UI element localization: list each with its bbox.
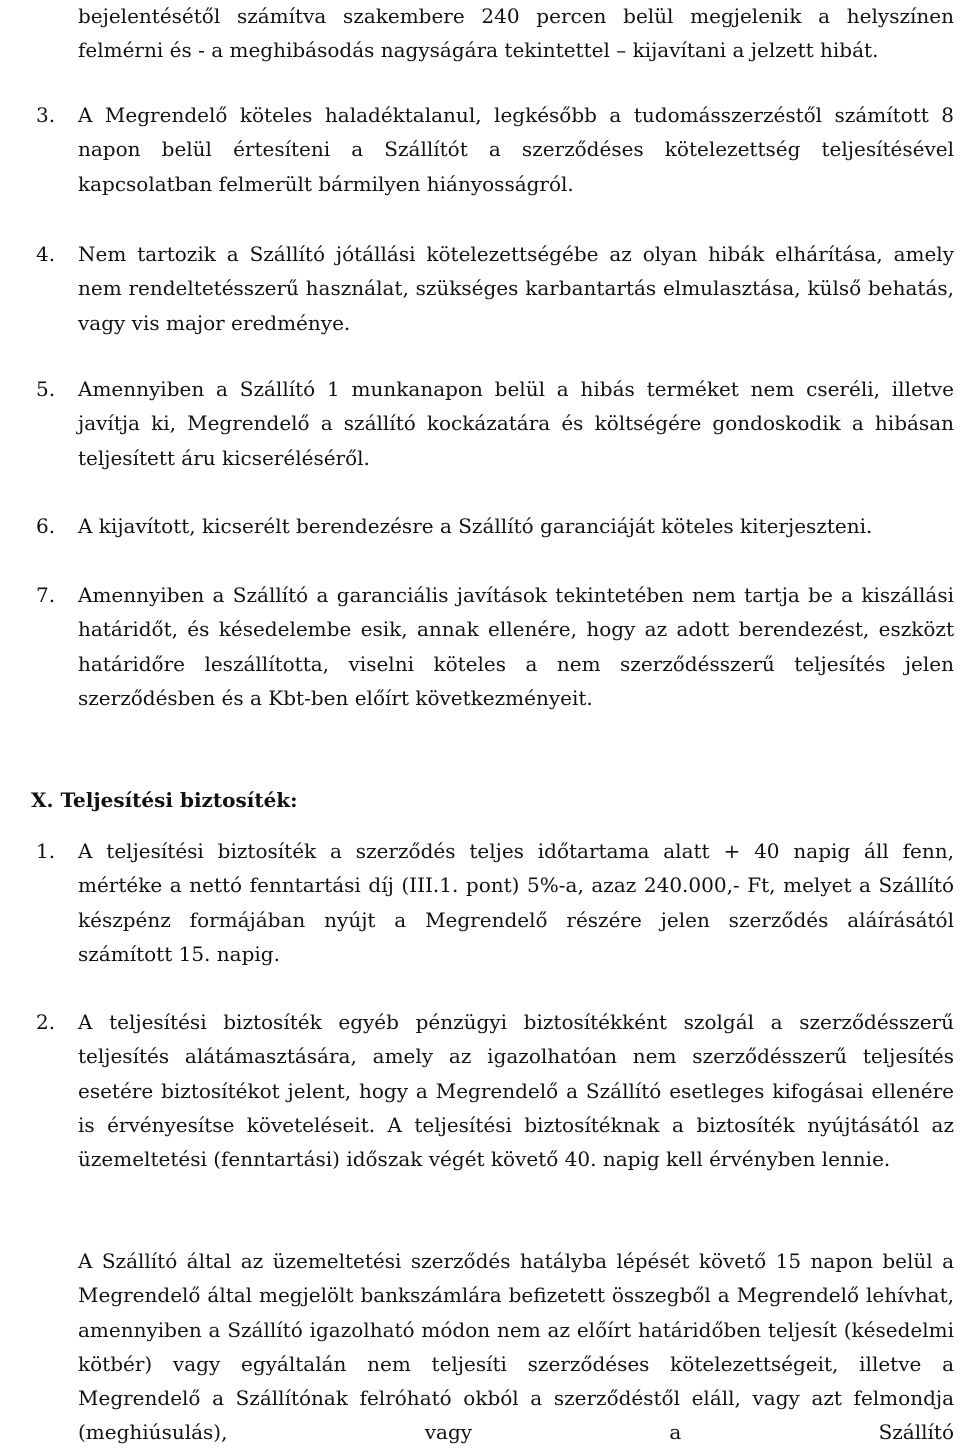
- list-item-4: [36, 237, 954, 340]
- list-item-text: A kijavított, kicserélt berendezésre a Szállító garanciáját köteles kiterjeszteni.: [78, 514, 873, 538]
- list-item-number: 6.: [36, 514, 56, 538]
- closing-paragraph: A Szállító által az üzemeltetési szerződés hatályba lépését követő 15 napon belül a Megrendelő által megjelölt bankszámlára befizetett összegből a Megrendelő lehívhat, amennyiben a Szállító igazolható módon nem az előírt határidőben teljesít (késedelmi kötbér) vagy egyáltalán nem teljesíti szerződéses kötelezettségeit, illetve a Megrendelő a Szállítónak felróható okból a szerződéstől eláll, vagy azt felmondja (meghiúsulás), vagy a Szállító: [78, 1249, 954, 1445]
- list-item-text: A teljesítési biztosíték a szerződés teljes időtartama alatt + 40 napig áll fenn, mértéke a nettó fenntartási díj (III.1. pont) 5%-a, azaz 240.000,- Ft, melyet a Szállító készpénz formájában nyújt a Megrendelő részére jelen szerződés aláírásától számított 15. napig.: [78, 839, 954, 966]
- intro-paragraph: bejelentésétől számítva szakembere 240 percen belül megjelenik a helyszínen felmérni és - a meghibásodás nagyságára tekintettel – kijavítani a jelzett hibát.: [78, 4, 954, 63]
- list-item-5: [36, 372, 954, 475]
- list-item-text: Amennyiben a Szállító 1 munkanapon belül a hibás terméket nem cseréli, illetve javítja ki, Megrendelő a szállító kockázatára és költségére gondoskodik a hibásan teljesített áru kicseréléséről.: [78, 377, 954, 470]
- list-item-3: [36, 98, 954, 201]
- list-item-text: A teljesítési biztosíték egyéb pénzügyi biztosítékként szolgál a szerződésszerű teljesítés alátámasztására, amely az igazolhatóan nem szerződésszerű teljesítés esetére biztosítékot jelent, hogy a Megrendelő a Szállító esetleges kifogásai ellenére is érvényesítse követeléseit. A teljesítési biztosítéknak a biztosíték nyújtásától az üzemeltetési (fenntartási) időszak végét követő 40. napig kell érvényben lennie.: [78, 1010, 954, 1172]
- list-item-number: 4.: [36, 242, 56, 266]
- list-item-number: 2.: [36, 1010, 56, 1034]
- section-heading: X. Teljesítési biztosíték:: [31, 788, 298, 812]
- list-item-7: [36, 578, 954, 715]
- section-item-1: [36, 834, 954, 971]
- section-item-2: [36, 1005, 954, 1176]
- list-item-number: 3.: [36, 103, 56, 127]
- list-item-text: A Megrendelő köteles haladéktalanul, legkésőbb a tudomásszerzéstől számított 8 napon belül értesíteni a Szállítót a szerződéses kötelezettség teljesítésével kapcsolatban felmerült bármilyen hiányosságról.: [78, 103, 954, 196]
- list-item-number: 7.: [36, 583, 56, 607]
- list-item-number: 5.: [36, 377, 56, 401]
- list-item-6: [36, 509, 954, 543]
- list-item-text: Nem tartozik a Szállító jótállási kötelezettségébe az olyan hibák elhárítása, amely nem rendeltetésszerű használat, szükséges karbantartás elmulasztása, külső behatás, vagy vis major eredménye.: [78, 242, 954, 335]
- list-item-text: Amennyiben a Szállító a garanciális javítások tekintetében nem tartja be a kiszállási határidőt, és késedelembe esik, annak ellenére, hogy az adott berendezést, eszközt határidőre leszállította, viselni köteles a nem szerződésszerű teljesítés jelen szerződésben és a Kbt-ben előírt következményeit.: [78, 583, 954, 710]
- list-item-number: 1.: [36, 839, 56, 863]
